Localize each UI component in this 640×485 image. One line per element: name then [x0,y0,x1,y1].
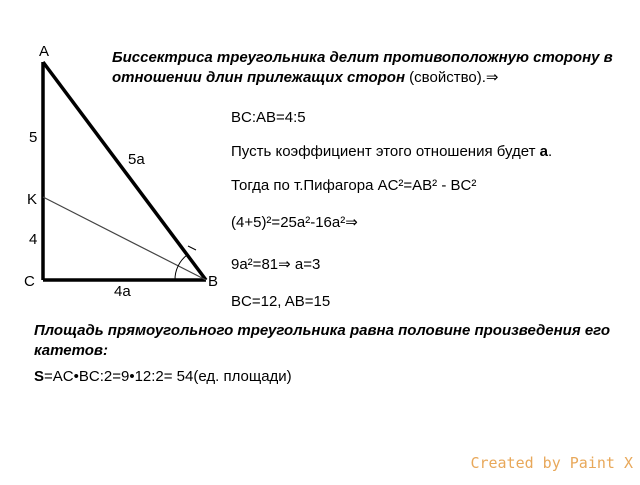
property-statement: Биссектриса треугольника делит противоположную сторону в отношении длин прилежащих сторон [112,49,613,86]
area-symbol: S [34,368,45,385]
vertex-b-label: B [208,273,219,290]
area-formula: =AC•BC:2=9•12:2= 54(ед. площади) [44,368,292,385]
property-heading [112,48,622,88]
watermark: Created by Paint X [470,454,633,472]
coefficient-variable: a [539,143,548,160]
side-ab-hypotenuse [43,62,206,280]
side-kc-label: 4 [29,231,38,248]
area-formula-line [34,368,292,385]
angle-tick-b [188,246,196,250]
property-suffix: (свойство).⇒ [405,69,499,86]
side-cb-label: 4a [114,283,131,300]
equation-line: (4+5)²=25a²-16a²⇒ [231,214,358,231]
side-ak-label: 5 [29,129,38,146]
vertex-c-label: C [24,273,35,290]
coefficient-line [231,143,552,160]
coefficient-end: . [548,143,553,160]
area-heading: Площадь прямоугольного треугольника равна половине произведения его катетов: [34,322,610,359]
result-line: BC=12, AB=15 [231,293,331,310]
coefficient-text: Пусть коэффициент этого отношения будет [231,143,540,160]
pythagoras-line: Тогда по т.Пифагора AC²=AB² - BC² [231,177,477,194]
vertex-a-label: A [39,43,50,60]
ratio-line: BC:AB=4:5 [231,109,306,126]
solution-line: 9a²=81⇒ a=3 [231,256,321,273]
side-ab-label: 5a [128,151,145,168]
bisector-bk [43,197,206,280]
point-k-label: K [27,191,38,208]
